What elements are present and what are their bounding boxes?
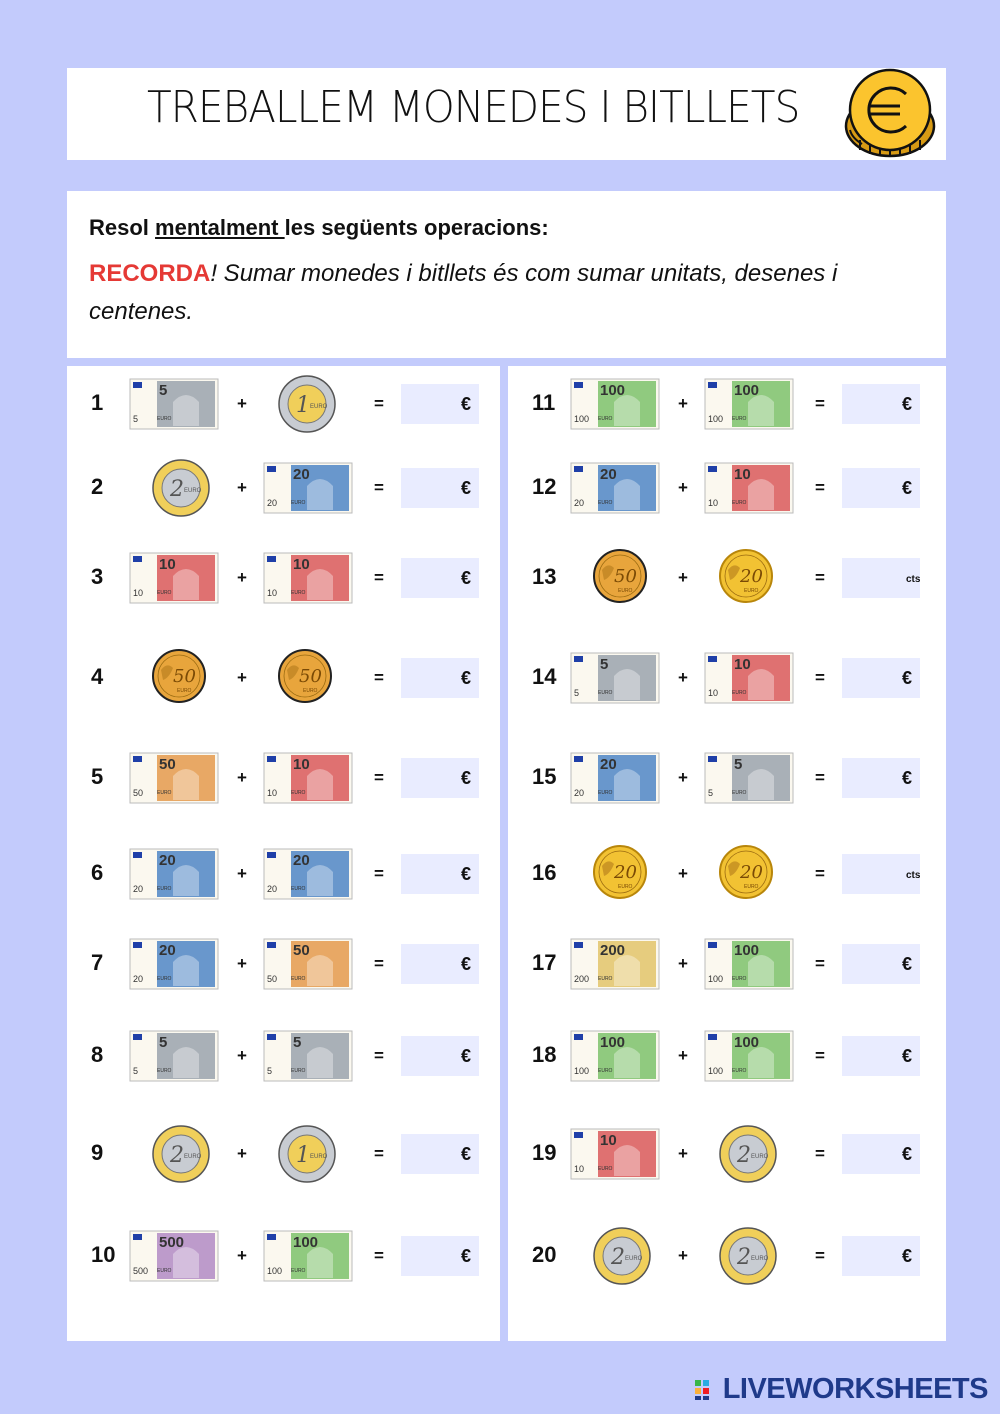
plus-sign: + — [237, 394, 247, 413]
exercise-row — [508, 458, 946, 518]
plus-sign: + — [678, 668, 688, 687]
svg-text:20: 20 — [574, 788, 585, 798]
euro-banknote-20 — [129, 848, 219, 900]
unit-label: € — [902, 1144, 913, 1164]
exercise-row — [67, 1026, 500, 1086]
exercise-number: 1 — [91, 390, 104, 415]
svg-text:EURO: EURO — [310, 404, 328, 410]
instruction-reminder: RECORDA! Sumar monedes i bitllets és com sumar unitats, desenes i centenes. — [89, 260, 838, 325]
svg-text:10: 10 — [708, 498, 719, 508]
equals-sign: = — [815, 1144, 825, 1163]
title-box — [67, 68, 946, 160]
svg-text:EURO: EURO — [291, 790, 306, 796]
exercise-number: 7 — [91, 950, 104, 975]
svg-text:EURO: EURO — [303, 688, 318, 694]
svg-text:EURO: EURO — [157, 976, 172, 982]
euro-banknote-5 — [570, 652, 660, 704]
svg-text:EURO: EURO — [732, 790, 747, 796]
svg-text:20: 20 — [133, 974, 144, 984]
svg-text:100: 100 — [734, 1034, 760, 1051]
svg-text:20: 20 — [740, 862, 763, 883]
svg-text:20: 20 — [600, 756, 617, 773]
exercises-column-left — [67, 366, 500, 1341]
svg-text:50: 50 — [293, 942, 310, 959]
svg-text:1: 1 — [296, 1143, 310, 1168]
unit-label: € — [461, 1144, 472, 1164]
exercise-row — [508, 548, 946, 608]
plus-sign: + — [237, 864, 247, 883]
plus-sign: + — [237, 1144, 247, 1163]
euro-coin-1 — [277, 1124, 367, 1176]
euro-banknote-50 — [129, 752, 219, 804]
equals-sign: = — [374, 1046, 384, 1065]
svg-text:5: 5 — [133, 414, 139, 424]
plus-sign: + — [678, 1144, 688, 1163]
svg-text:50: 50 — [133, 788, 144, 798]
svg-text:50: 50 — [614, 566, 637, 587]
exercise-row — [508, 1026, 946, 1086]
exercise-row — [67, 648, 500, 708]
svg-text:5: 5 — [293, 1034, 302, 1051]
equals-sign: = — [815, 568, 825, 587]
equals-sign: = — [815, 1246, 825, 1265]
svg-text:2: 2 — [170, 477, 184, 502]
exercises-column-right — [508, 366, 946, 1341]
plus-sign: + — [678, 394, 688, 413]
euro-banknote-100 — [263, 1230, 353, 1282]
svg-text:5: 5 — [133, 1066, 139, 1076]
euro-banknote-100 — [704, 938, 794, 990]
svg-text:10: 10 — [267, 788, 278, 798]
euro-banknote-100 — [570, 378, 660, 430]
svg-text:EURO: EURO — [291, 976, 306, 982]
cent-coin-50 — [277, 648, 367, 700]
exercise-number: 19 — [532, 1140, 557, 1165]
svg-text:20: 20 — [614, 862, 637, 883]
svg-text:2: 2 — [170, 1143, 184, 1168]
svg-text:EURO: EURO — [310, 1154, 328, 1160]
svg-text:10: 10 — [293, 756, 310, 773]
svg-text:EURO: EURO — [598, 416, 613, 422]
svg-text:EURO: EURO — [598, 690, 613, 696]
instruction-heading: Resol mentalment les següents operacions: — [89, 215, 549, 240]
exercise-number: 14 — [532, 664, 557, 689]
unit-label: € — [461, 1046, 472, 1066]
unit-label: € — [902, 478, 913, 498]
svg-text:EURO: EURO — [157, 790, 172, 796]
svg-text:100: 100 — [734, 382, 760, 399]
exercise-number: 4 — [91, 664, 104, 689]
euro-banknote-20 — [129, 938, 219, 990]
unit-label: € — [902, 394, 913, 414]
plus-sign: + — [678, 954, 688, 973]
svg-text:EURO: EURO — [291, 590, 306, 596]
equals-sign: = — [815, 864, 825, 883]
euro-banknote-100 — [704, 378, 794, 430]
euro-banknote-20 — [570, 462, 660, 514]
exercise-number: 3 — [91, 564, 104, 589]
euro-banknote-20 — [570, 752, 660, 804]
exercise-row — [508, 1124, 946, 1184]
equals-sign: = — [374, 668, 384, 687]
svg-text:EURO: EURO — [598, 790, 613, 796]
euro-banknote-100 — [704, 1030, 794, 1082]
exercise-number: 13 — [532, 564, 557, 589]
exercise-row — [67, 934, 500, 994]
svg-text:EURO: EURO — [744, 884, 759, 890]
plus-sign: + — [237, 1046, 247, 1065]
svg-text:2: 2 — [737, 1143, 751, 1168]
svg-text:5: 5 — [734, 756, 743, 773]
plus-sign: + — [237, 1246, 247, 1265]
unit-label: € — [461, 864, 472, 884]
svg-text:50: 50 — [267, 974, 278, 984]
exercise-number: 16 — [532, 860, 557, 885]
svg-text:EURO: EURO — [732, 500, 747, 506]
exercise-row — [508, 648, 946, 708]
cent-coin-20 — [592, 844, 682, 896]
svg-text:50: 50 — [299, 666, 322, 687]
exercise-row — [508, 844, 946, 904]
svg-text:1: 1 — [296, 393, 310, 418]
exercise-number: 9 — [91, 1140, 104, 1165]
footer-brand — [693, 1372, 988, 1406]
svg-text:EURO: EURO — [598, 500, 613, 506]
svg-text:20: 20 — [159, 852, 176, 869]
equals-sign: = — [815, 394, 825, 413]
svg-text:EURO: EURO — [744, 588, 759, 594]
plus-sign: + — [678, 1046, 688, 1065]
unit-label: € — [461, 668, 472, 688]
svg-text:EURO: EURO — [291, 1268, 306, 1274]
exercise-row — [67, 844, 500, 904]
svg-text:100: 100 — [267, 1266, 283, 1276]
exercise-row — [67, 1124, 500, 1184]
unit-label: € — [461, 568, 472, 588]
euro-banknote-50 — [263, 938, 353, 990]
svg-text:100: 100 — [293, 1234, 319, 1251]
instructions-box — [67, 191, 946, 358]
equals-sign: = — [374, 394, 384, 413]
svg-text:EURO: EURO — [751, 1154, 769, 1160]
exercise-row — [508, 374, 946, 434]
unit-label: € — [461, 394, 472, 414]
exercise-row — [508, 1226, 946, 1286]
exercise-number: 10 — [91, 1242, 116, 1267]
euro-banknote-10 — [263, 552, 353, 604]
svg-text:100: 100 — [600, 382, 626, 399]
svg-text:EURO: EURO — [157, 590, 172, 596]
exercise-number: 5 — [91, 764, 104, 789]
plus-sign: + — [678, 768, 688, 787]
svg-text:10: 10 — [708, 688, 719, 698]
svg-text:EURO: EURO — [177, 688, 192, 694]
svg-text:100: 100 — [708, 974, 724, 984]
svg-text:10: 10 — [734, 656, 751, 673]
equals-sign: = — [815, 1046, 825, 1065]
plus-sign: + — [678, 568, 688, 587]
exercise-number: 12 — [532, 474, 557, 499]
liveworksheets-logo-icon — [693, 1376, 721, 1402]
exercise-row — [508, 748, 946, 808]
euro-coin-2 — [151, 1124, 241, 1176]
equals-sign: = — [374, 864, 384, 883]
unit-label: € — [902, 1246, 913, 1266]
svg-text:EURO: EURO — [732, 1068, 747, 1074]
svg-text:EURO: EURO — [598, 976, 613, 982]
equals-sign: = — [374, 478, 384, 497]
svg-text:100: 100 — [574, 414, 590, 424]
svg-text:20: 20 — [574, 498, 585, 508]
svg-text:5: 5 — [159, 1034, 168, 1051]
svg-text:5: 5 — [267, 1066, 273, 1076]
exercise-row — [67, 1226, 500, 1286]
euro-banknote-200 — [570, 938, 660, 990]
svg-text:100: 100 — [600, 1034, 626, 1051]
exercise-row — [67, 748, 500, 808]
euro-coin-2 — [718, 1226, 808, 1278]
euro-banknote-10 — [570, 1128, 660, 1180]
euro-banknote-10 — [704, 462, 794, 514]
svg-text:500: 500 — [133, 1266, 149, 1276]
svg-text:100: 100 — [708, 1066, 724, 1076]
svg-text:EURO: EURO — [732, 690, 747, 696]
svg-text:100: 100 — [574, 1066, 590, 1076]
cent-coin-50 — [151, 648, 241, 700]
euro-coin-2 — [718, 1124, 808, 1176]
exercise-number: 11 — [532, 390, 556, 415]
page-title: TREBALLEM MONEDES I BITLLETS — [147, 82, 800, 133]
svg-text:EURO: EURO — [291, 500, 306, 506]
exercise-number: 17 — [532, 950, 557, 975]
plus-sign: + — [237, 668, 247, 687]
svg-text:EURO: EURO — [157, 416, 172, 422]
unit-label: € — [461, 954, 472, 974]
euro-coin-1 — [277, 374, 367, 426]
svg-text:EURO: EURO — [732, 416, 747, 422]
svg-text:10: 10 — [293, 556, 310, 573]
unit-label: € — [461, 768, 472, 788]
svg-text:EURO: EURO — [291, 1068, 306, 1074]
euro-banknote-5 — [263, 1030, 353, 1082]
svg-text:10: 10 — [267, 588, 278, 598]
plus-sign: + — [678, 478, 688, 497]
exercise-number: 6 — [91, 860, 104, 885]
svg-text:10: 10 — [159, 556, 176, 573]
svg-text:500: 500 — [159, 1234, 185, 1251]
plus-sign: + — [237, 954, 247, 973]
svg-text:200: 200 — [574, 974, 590, 984]
plus-sign: + — [237, 768, 247, 787]
svg-text:EURO: EURO — [157, 886, 172, 892]
equals-sign: = — [374, 954, 384, 973]
svg-text:EURO: EURO — [157, 1068, 172, 1074]
svg-text:EURO: EURO — [598, 1068, 613, 1074]
euro-banknote-10 — [129, 552, 219, 604]
equals-sign: = — [374, 768, 384, 787]
unit-label: € — [902, 1046, 913, 1066]
svg-text:EURO: EURO — [751, 1256, 769, 1262]
plus-sign: + — [237, 478, 247, 497]
euro-banknote-500 — [129, 1230, 219, 1282]
unit-label: € — [461, 478, 472, 498]
plus-sign: + — [678, 1246, 688, 1265]
exercise-number: 20 — [532, 1242, 557, 1267]
svg-text:10: 10 — [133, 588, 144, 598]
svg-text:20: 20 — [159, 942, 176, 959]
svg-text:20: 20 — [293, 852, 310, 869]
euro-coin-2 — [151, 458, 241, 510]
svg-text:20: 20 — [740, 566, 763, 587]
svg-text:20: 20 — [293, 466, 310, 483]
equals-sign: = — [815, 768, 825, 787]
svg-text:5: 5 — [600, 656, 609, 673]
svg-text:5: 5 — [708, 788, 714, 798]
exercise-row — [508, 934, 946, 994]
exercise-number: 8 — [91, 1042, 104, 1067]
svg-text:20: 20 — [267, 884, 278, 894]
equals-sign: = — [374, 1246, 384, 1265]
svg-text:10: 10 — [574, 1164, 585, 1174]
svg-text:EURO: EURO — [732, 976, 747, 982]
euro-coin-icon — [842, 68, 938, 160]
unit-label: cts — [906, 574, 921, 585]
euro-banknote-10 — [704, 652, 794, 704]
svg-text:20: 20 — [267, 498, 278, 508]
equals-sign: = — [815, 668, 825, 687]
equals-sign: = — [815, 478, 825, 497]
svg-text:EURO: EURO — [598, 1166, 613, 1172]
unit-label: € — [902, 954, 913, 974]
svg-text:10: 10 — [600, 1132, 617, 1149]
svg-text:EURO: EURO — [618, 588, 633, 594]
euro-banknote-5 — [129, 378, 219, 430]
exercise-number: 2 — [91, 474, 104, 499]
svg-text:10: 10 — [734, 466, 751, 483]
euro-coin-2 — [592, 1226, 682, 1278]
svg-text:20: 20 — [133, 884, 144, 894]
euro-banknote-5 — [129, 1030, 219, 1082]
exercise-row — [67, 548, 500, 608]
cent-coin-20 — [718, 844, 808, 896]
recorda-label: RECORDA — [89, 260, 211, 287]
svg-text:100: 100 — [734, 942, 760, 959]
euro-banknote-20 — [263, 462, 353, 514]
svg-text:EURO: EURO — [184, 1154, 202, 1160]
unit-label: cts — [906, 870, 921, 881]
euro-banknote-5 — [704, 752, 794, 804]
exercise-row — [67, 374, 500, 434]
svg-text:50: 50 — [173, 666, 196, 687]
euro-banknote-20 — [263, 848, 353, 900]
svg-text:5: 5 — [574, 688, 580, 698]
svg-text:100: 100 — [708, 414, 724, 424]
svg-text:50: 50 — [159, 756, 176, 773]
svg-text:2: 2 — [737, 1245, 751, 1270]
unit-label: € — [461, 1246, 472, 1266]
svg-text:EURO: EURO — [184, 488, 202, 494]
euro-banknote-100 — [570, 1030, 660, 1082]
svg-text:EURO: EURO — [157, 1268, 172, 1274]
equals-sign: = — [815, 954, 825, 973]
svg-text:20: 20 — [600, 466, 617, 483]
exercise-number: 15 — [532, 764, 557, 789]
unit-label: € — [902, 768, 913, 788]
svg-text:EURO: EURO — [625, 1256, 643, 1262]
plus-sign: + — [237, 568, 247, 587]
equals-sign: = — [374, 1144, 384, 1163]
equals-sign: = — [374, 568, 384, 587]
svg-text:EURO: EURO — [618, 884, 633, 890]
exercise-number: 18 — [532, 1042, 557, 1067]
svg-text:EURO: EURO — [291, 886, 306, 892]
euro-banknote-10 — [263, 752, 353, 804]
svg-text:200: 200 — [600, 942, 626, 959]
exercise-row — [67, 458, 500, 518]
footer-brand-text: LIVEWORKSHEETS — [722, 1372, 988, 1405]
svg-text:5: 5 — [159, 382, 168, 399]
plus-sign: + — [678, 864, 688, 883]
cent-coin-20 — [718, 548, 808, 600]
svg-text:2: 2 — [611, 1245, 625, 1270]
unit-label: € — [902, 668, 913, 688]
cent-coin-50 — [592, 548, 682, 600]
